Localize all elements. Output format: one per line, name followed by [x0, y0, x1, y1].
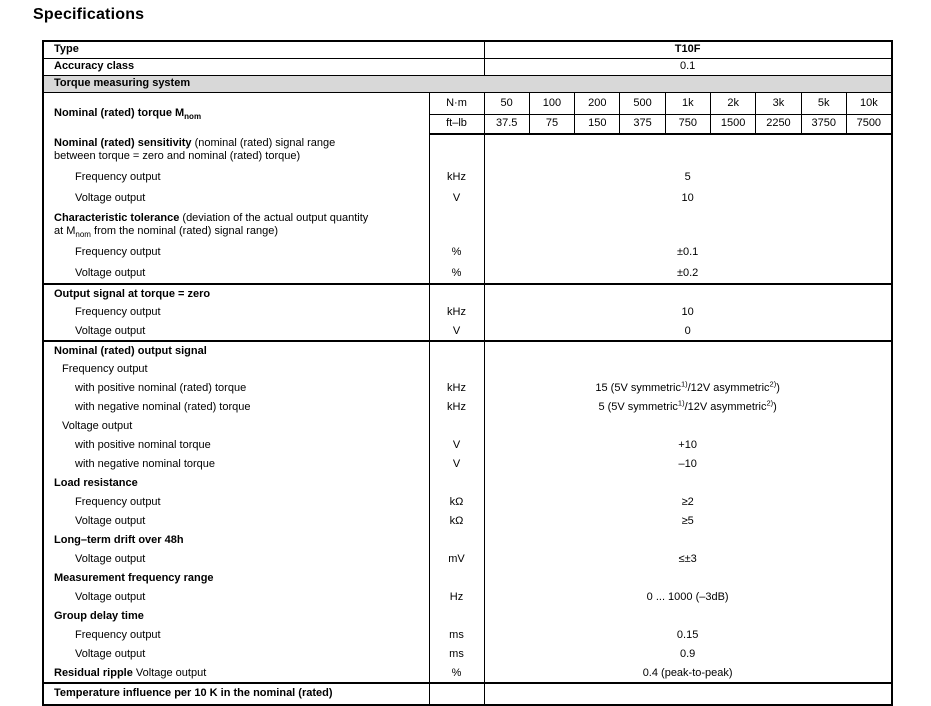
mfr-head-row	[43, 569, 892, 588]
torque-nm-value: 100	[529, 92, 574, 114]
table-row	[43, 417, 892, 436]
row-unit: kHz	[429, 398, 484, 417]
section-row	[43, 75, 892, 92]
table-row	[43, 360, 892, 379]
drift-head-row	[43, 531, 892, 550]
row-value: ≤±3	[484, 550, 892, 569]
table-row	[43, 242, 892, 263]
table-row	[43, 588, 892, 607]
group-label: Frequency output	[62, 363, 148, 375]
table-row	[43, 263, 892, 284]
row-label: Frequency output	[75, 306, 161, 318]
row-value: 0.9	[484, 645, 892, 664]
delay-head-row	[43, 607, 892, 626]
torque-nm-value: 500	[620, 92, 665, 114]
torque-ftlb-value: 150	[575, 114, 620, 134]
torque-nm-unit: N·m	[429, 92, 484, 114]
torque-ftlb-value: 375	[620, 114, 665, 134]
row-value: 5	[484, 167, 892, 188]
type-value: T10F	[484, 41, 892, 58]
table-row	[43, 167, 892, 188]
row-unit: mV	[429, 550, 484, 569]
output-head-row	[43, 341, 892, 360]
row-value: 15 (5V symmetric$^{1)}$/12V asymmetric$^{2)}$)	[484, 379, 892, 398]
torque-ftlb-value: 750	[665, 114, 710, 134]
delay-head: Group delay time	[54, 610, 144, 622]
table-row	[43, 188, 892, 209]
drift-head: Long–term drift over 48h	[54, 534, 184, 546]
table-row	[43, 493, 892, 512]
row-unit: kHz	[429, 303, 484, 322]
row-unit: kΩ	[429, 493, 484, 512]
row-value: ±0.2	[484, 263, 892, 284]
row-value: +10	[484, 436, 892, 455]
torque-ftlb-value: 3750	[801, 114, 846, 134]
partial-row	[43, 683, 892, 705]
row-label: Voltage output	[43, 263, 429, 284]
mfr-head: Measurement frequency range	[54, 572, 214, 584]
row-value: –10	[484, 455, 892, 474]
row-value: 0 ... 1000 (–3dB)	[484, 588, 892, 607]
row-unit: Hz	[429, 588, 484, 607]
row-label: with positive nominal torque	[75, 439, 211, 451]
row-unit: V	[429, 188, 484, 209]
row-value: 0.4 (peak-to-peak)	[484, 664, 892, 683]
row-label: with negative nominal torque	[75, 458, 216, 470]
row-label: Frequency output	[75, 629, 161, 641]
torque-label: Nominal (rated) torque $M_{nom}$	[54, 106, 202, 121]
row-label: with positive nominal (rated) torque	[75, 382, 247, 394]
type-row	[43, 41, 892, 58]
row-value: 5 (5V symmetric$^{1)}$/12V asymmetric$^{2)}$)	[484, 398, 892, 417]
row-label: Voltage output	[75, 192, 146, 204]
row-unit: kHz	[429, 167, 484, 188]
load-head-row	[43, 474, 892, 493]
torque-nm-value: 2k	[711, 92, 756, 114]
row-unit: ms	[429, 626, 484, 645]
row-label: Voltage output	[43, 322, 429, 341]
accuracy-value: 0.1	[484, 58, 892, 75]
row-unit: V	[429, 455, 484, 474]
row-value: 0.15	[484, 626, 892, 645]
section-label: Torque measuring system	[43, 75, 892, 92]
row-unit: %	[429, 242, 484, 263]
row-label: Voltage output	[75, 591, 146, 603]
row-value: ≥5	[484, 512, 892, 531]
table-row	[43, 512, 892, 531]
ripple-row	[43, 664, 892, 683]
torque-nm-value: 200	[575, 92, 620, 114]
torque-ftlb-value: 1500	[711, 114, 756, 134]
table-row	[43, 455, 892, 474]
row-label: Voltage output	[75, 515, 146, 527]
torque-ftlb-value: 37.5	[484, 114, 529, 134]
table-row	[43, 645, 892, 664]
row-label: with negative nominal (rated) torque	[75, 401, 251, 413]
row-label: Frequency output	[75, 246, 161, 258]
torque-ftlb-value: 7500	[846, 114, 891, 134]
tolerance-head-row	[43, 209, 892, 242]
table-row	[43, 626, 892, 645]
table-row	[43, 436, 892, 455]
torque-nm-value: 1k	[665, 92, 710, 114]
load-head: Load resistance	[54, 477, 138, 489]
row-unit: %	[429, 263, 484, 284]
ripple-label: Residual ripple Voltage output	[43, 664, 429, 683]
partial-label: Temperature influence per 10 K in the nominal (rated)	[54, 687, 333, 699]
table-row	[43, 550, 892, 569]
torque-ftlb-value: 2250	[756, 114, 801, 134]
table-row	[43, 303, 892, 322]
torque-nm-value: 5k	[801, 92, 846, 114]
accuracy-row	[43, 58, 892, 75]
row-value: 10	[484, 303, 892, 322]
zero-head-row	[43, 284, 892, 303]
torque-ftlb-value: 75	[529, 114, 574, 134]
sensitivity-head: Nominal (rated) sensitivity (nominal (rated) signal range between torque = zero and nominal (rated) torque)	[54, 137, 336, 162]
output-head: Nominal (rated) output signal	[54, 344, 207, 357]
type-label: Type	[43, 41, 484, 58]
row-label: Frequency output	[75, 496, 161, 508]
specifications-table	[42, 40, 893, 706]
row-unit: kΩ	[429, 512, 484, 531]
row-label: Voltage output	[75, 648, 146, 660]
row-value: 0	[484, 322, 892, 341]
torque-ftlb-unit: ft–lb	[429, 114, 484, 134]
row-value: ±0.1	[484, 242, 892, 263]
sensitivity-head-row	[43, 134, 892, 167]
row-unit: %	[429, 664, 484, 683]
row-unit: V	[429, 322, 484, 341]
table-row	[43, 322, 892, 341]
group-label: Voltage output	[62, 420, 133, 432]
tolerance-head: Characteristic tolerance (deviation of the actual output quantity at $M_{nom}$ from the nominal (rated) signal range)	[54, 212, 369, 239]
page-title: Specifications	[33, 6, 145, 23]
row-unit: V	[429, 436, 484, 455]
row-value: 10	[484, 188, 892, 209]
row-unit: kHz	[429, 379, 484, 398]
torque-nm-value: 10k	[846, 92, 891, 114]
torque-nm-value: 3k	[756, 92, 801, 114]
accuracy-label: Accuracy class	[43, 58, 484, 75]
row-value: ≥2	[484, 493, 892, 512]
row-label: Voltage output	[75, 553, 146, 565]
zero-head: Output signal at torque = zero	[54, 287, 211, 300]
torque-nm-row	[43, 92, 892, 114]
row-label: Frequency output	[75, 171, 161, 183]
torque-nm-value: 50	[484, 92, 529, 114]
table-row	[43, 398, 892, 417]
row-unit: ms	[429, 645, 484, 664]
table-row	[43, 379, 892, 398]
